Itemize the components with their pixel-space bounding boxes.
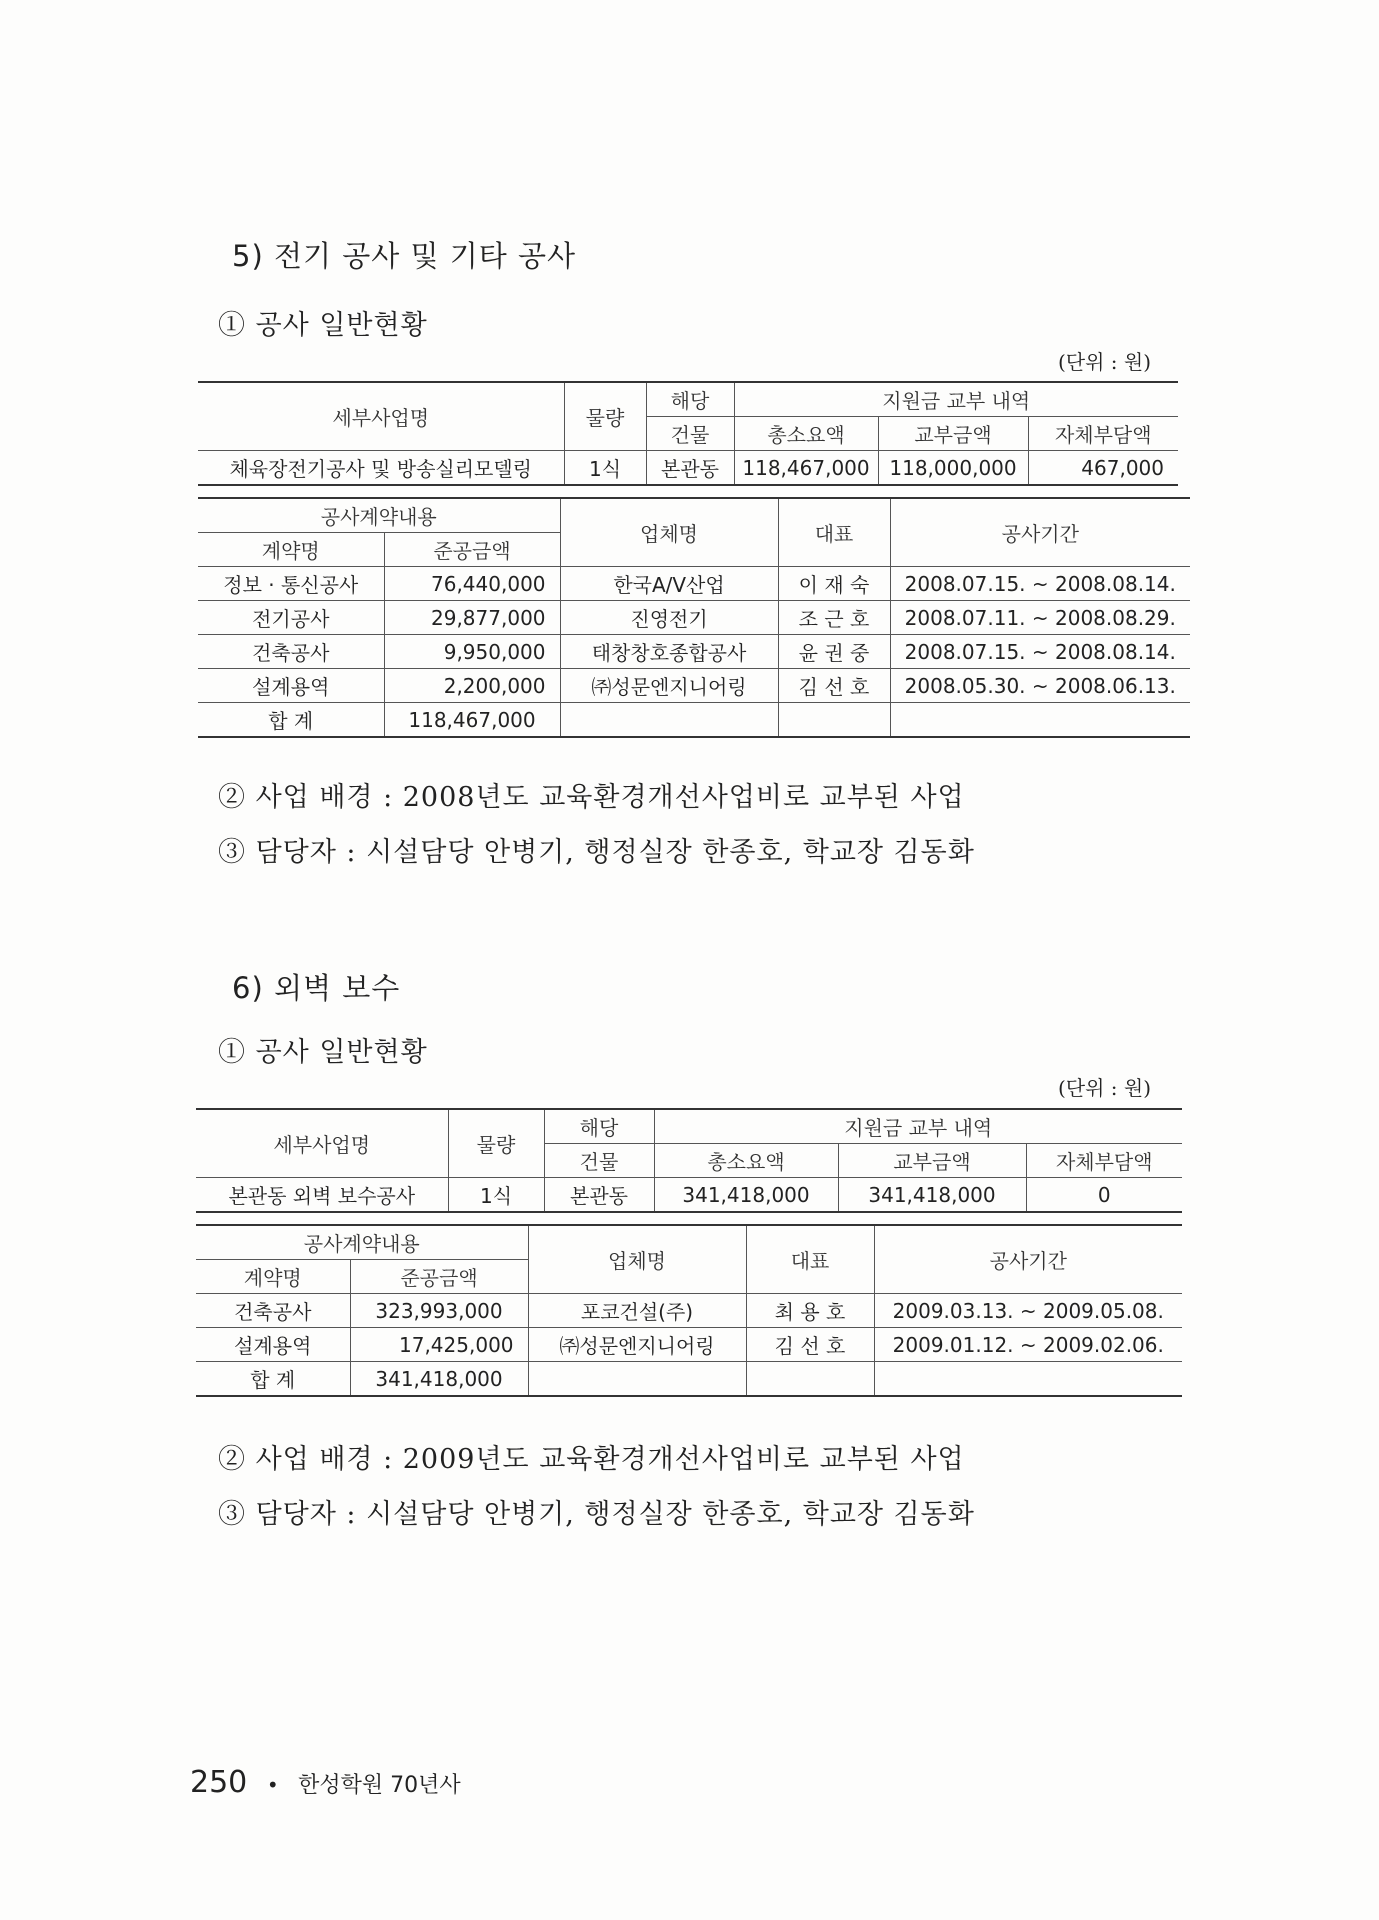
- header-contract: 공사계약내용: [196, 1225, 528, 1260]
- header-building-2: 건물: [646, 417, 734, 451]
- header-self: 자체부담액: [1028, 417, 1178, 451]
- cell-contract-name: 설계용역: [196, 1328, 350, 1362]
- book-title: 한성학원 70년사: [298, 1773, 461, 1798]
- header-building-1: 해당: [646, 382, 734, 417]
- section-5-summary-table: [198, 381, 1178, 486]
- header-grant: 교부금액: [878, 417, 1028, 451]
- cell-total: 341,418,000: [654, 1178, 838, 1213]
- section-6-subheading: ① 공사 일반현황: [218, 1037, 428, 1068]
- cell-period: 2008.07.15. ~ 2008.08.14.: [890, 567, 1190, 601]
- cell-amount: 323,993,000: [350, 1294, 528, 1328]
- section-6-background-note: ② 사업 배경 : 2009년도 교육환경개선사업비로 교부된 사업: [218, 1444, 965, 1475]
- section-6-staff-note: ③ 담당자 : 시설담당 안병기, 행정실장 한종호, 학교장 김동화: [218, 1499, 975, 1530]
- header-period: 공사기간: [890, 498, 1190, 567]
- cell-contract-name: 정보 · 통신공사: [198, 567, 384, 601]
- section-5-title: 5) 전기 공사 및 기타 공사: [232, 239, 576, 273]
- header-representative: 대표: [778, 498, 890, 567]
- total-row: [198, 703, 1190, 738]
- section-6-title: 6) 외벽 보수: [232, 971, 401, 1005]
- section-5-unit: (단위 : 원): [1058, 350, 1152, 374]
- cell-period: 2008.05.30. ~ 2008.06.13.: [890, 669, 1190, 703]
- cell-contract-name: 전기공사: [198, 601, 384, 635]
- bullet-icon: •: [266, 1773, 279, 1797]
- cell-contract-name: 건축공사: [198, 635, 384, 669]
- cell-amount: 29,877,000: [384, 601, 560, 635]
- header-project-name: 세부사업명: [196, 1109, 448, 1178]
- section-5-staff-note: ③ 담당자 : 시설담당 안병기, 행정실장 한종호, 학교장 김동화: [218, 837, 975, 868]
- header-representative: 대표: [746, 1225, 874, 1294]
- cell-name: 본관동 외벽 보수공사: [196, 1178, 448, 1213]
- cell-period: 2008.07.15. ~ 2008.08.14.: [890, 635, 1190, 669]
- table-row: [198, 669, 1190, 703]
- cell-company: 한국A/V산업: [560, 567, 778, 601]
- header-project-name: 세부사업명: [198, 382, 564, 451]
- cell-representative: 최 용 호: [746, 1294, 874, 1328]
- cell-company: 포코건설(주): [528, 1294, 746, 1328]
- cell-qty: 1식: [448, 1178, 544, 1213]
- header-grant: 교부금액: [838, 1144, 1026, 1178]
- cell-contract-name: 건축공사: [196, 1294, 350, 1328]
- cell-company: 태창창호종합공사: [560, 635, 778, 669]
- cell-company: ㈜성문엔지니어링: [528, 1328, 746, 1362]
- header-total: 총소요액: [654, 1144, 838, 1178]
- cell-period: 2008.07.11. ~ 2008.08.29.: [890, 601, 1190, 635]
- section-6-summary-table: [196, 1108, 1182, 1213]
- cell-representative: 조 근 호: [778, 601, 890, 635]
- section-5-background-note: ② 사업 배경 : 2008년도 교육환경개선사업비로 교부된 사업: [218, 782, 965, 813]
- cell-amount: 2,200,000: [384, 669, 560, 703]
- cell-total-amount: 341,418,000: [350, 1362, 528, 1397]
- total-row: [196, 1362, 1182, 1397]
- cell-period: 2009.01.12. ~ 2009.02.06.: [874, 1328, 1182, 1362]
- cell-company: 진영전기: [560, 601, 778, 635]
- cell-representative: 윤 권 중: [778, 635, 890, 669]
- cell-representative: 김 선 호: [778, 669, 890, 703]
- cell-grant: 118,000,000: [878, 451, 1028, 486]
- header-total: 총소요액: [734, 417, 878, 451]
- cell-name: 체육장전기공사 및 방송실리모델링: [198, 451, 564, 486]
- cell-building: 본관동: [544, 1178, 654, 1213]
- cell-representative: 이 재 숙: [778, 567, 890, 601]
- cell-contract-name: 설계용역: [198, 669, 384, 703]
- header-quantity: 물량: [448, 1109, 544, 1178]
- page-footer: [190, 1765, 461, 1800]
- cell-self: 467,000: [1028, 451, 1178, 486]
- header-quantity: 물량: [564, 382, 646, 451]
- header-self: 자체부담액: [1026, 1144, 1182, 1178]
- cell-amount: 76,440,000: [384, 567, 560, 601]
- header-company: 업체명: [528, 1225, 746, 1294]
- cell-self: 0: [1026, 1178, 1182, 1213]
- header-building-2: 건물: [544, 1144, 654, 1178]
- cell-grant: 341,418,000: [838, 1178, 1026, 1213]
- header-support: 지원금 교부 내역: [734, 382, 1178, 417]
- table-row: [198, 635, 1190, 669]
- header-company: 업체명: [560, 498, 778, 567]
- cell-period: 2009.03.13. ~ 2009.05.08.: [874, 1294, 1182, 1328]
- cell-representative: 김 선 호: [746, 1328, 874, 1362]
- header-contract: 공사계약내용: [198, 498, 560, 533]
- header-amount: 준공금액: [350, 1260, 528, 1294]
- cell-total-label: 합 계: [196, 1362, 350, 1397]
- cell-total: 118,467,000: [734, 451, 878, 486]
- table-row: [198, 601, 1190, 635]
- header-contract-name: 계약명: [198, 533, 384, 567]
- table-row: [196, 1328, 1182, 1362]
- header-support: 지원금 교부 내역: [654, 1109, 1182, 1144]
- section-6-contract-table: [196, 1224, 1182, 1397]
- table-row: [198, 451, 1178, 486]
- table-row: [196, 1178, 1182, 1213]
- table-row: [196, 1294, 1182, 1328]
- cell-total-label: 합 계: [198, 703, 384, 738]
- table-row: [198, 567, 1190, 601]
- cell-building: 본관동: [646, 451, 734, 486]
- cell-qty: 1식: [564, 451, 646, 486]
- cell-company: ㈜성문엔지니어링: [560, 669, 778, 703]
- section-5-subheading: ① 공사 일반현황: [218, 310, 428, 341]
- cell-amount: 9,950,000: [384, 635, 560, 669]
- page-number: 250: [190, 1765, 248, 1800]
- section-6-unit: (단위 : 원): [1058, 1076, 1152, 1100]
- header-contract-name: 계약명: [196, 1260, 350, 1294]
- cell-amount: 17,425,000: [350, 1328, 528, 1362]
- header-building-1: 해당: [544, 1109, 654, 1144]
- header-amount: 준공금액: [384, 533, 560, 567]
- section-5-contract-table: [198, 497, 1190, 738]
- header-period: 공사기간: [874, 1225, 1182, 1294]
- cell-total-amount: 118,467,000: [384, 703, 560, 738]
